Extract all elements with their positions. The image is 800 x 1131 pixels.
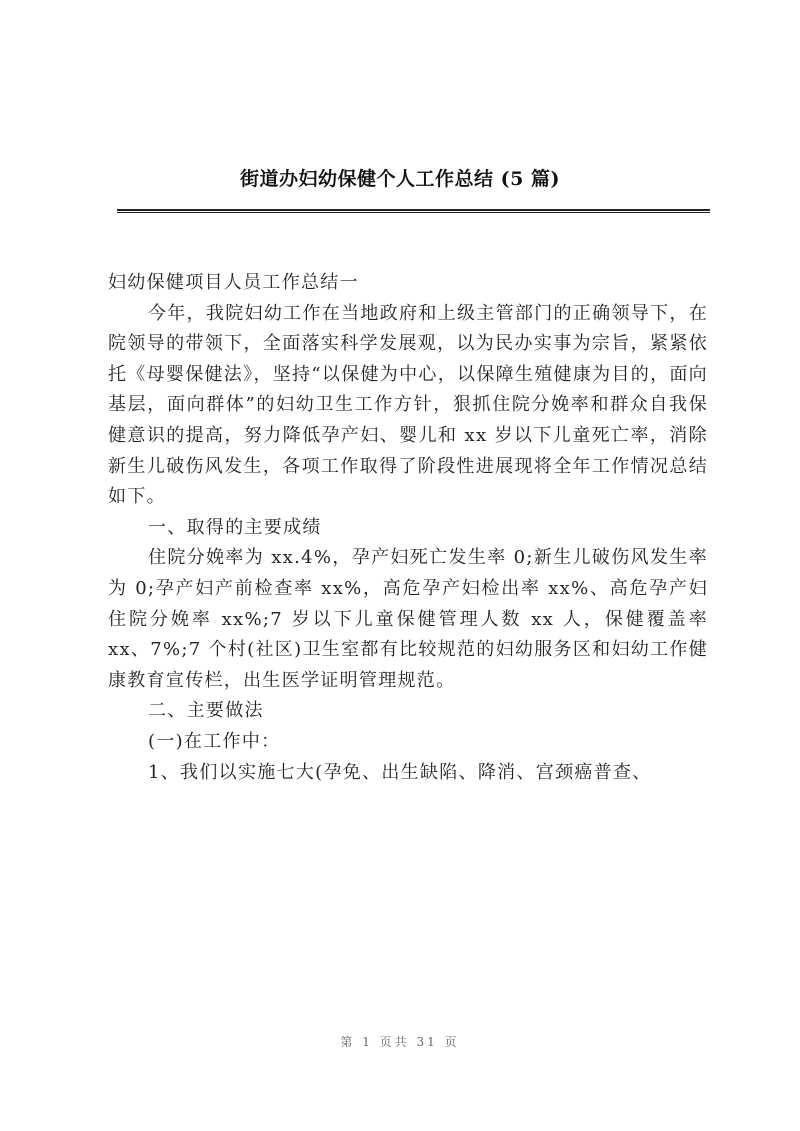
title-divider — [117, 209, 710, 213]
intro-paragraph: 今年，我院妇幼工作在当地政府和上级主管部门的正确领导下，在院领导的带领下，全面落实科学发展观，以为民办实事为宗旨，紧紧依托《母婴保健法》，坚持“以保健为中心，以保障生殖健康为目的，面向基层，面向群体”的妇幼卫生工作方针，狠抓住院分娩率和群众自我保健意识的提高，努力降低孕产妇、婴儿和 xx 岁以下儿童死亡率，消除新生儿破伤风发生，各项工作取得了阶段性进展现将全年工作情况总结如下。 — [108, 302, 708, 508]
achievements-paragraph: 住院分娩率为 xx.4%，孕产妇死亡发生率 0;新生儿破伤风发生率为 0;孕产妇产前检查率 xx%，高危孕产妇检出率 xx%、高危孕产妇住院分娩率 xx%;7 岁以下儿童保健管理人数 xx 人，保健覆盖率 xx、7%;7 个村(社区)卫生室都有比较规范的妇幼服务区和妇幼工作健康教育宣传栏，出生医学证明管理规范。 — [108, 547, 708, 691]
list-item: 1、我们以实施七大(孕免、出生缺陷、降消、宫颈癌普查、 — [148, 761, 652, 783]
achievements-heading: 一、取得的主要成绩 — [148, 516, 322, 538]
document-body — [108, 268, 708, 788]
page-footer: 第 1 页共 31 页 — [340, 1035, 460, 1049]
section-heading: 妇幼保健项目人员工作总结一 — [108, 272, 359, 293]
subsection-heading: (一)在工作中： — [148, 730, 281, 752]
document-title: 街道办妇幼保健个人工作总结 (5 篇) — [240, 168, 560, 190]
methods-heading: 二、主要做法 — [148, 700, 264, 722]
